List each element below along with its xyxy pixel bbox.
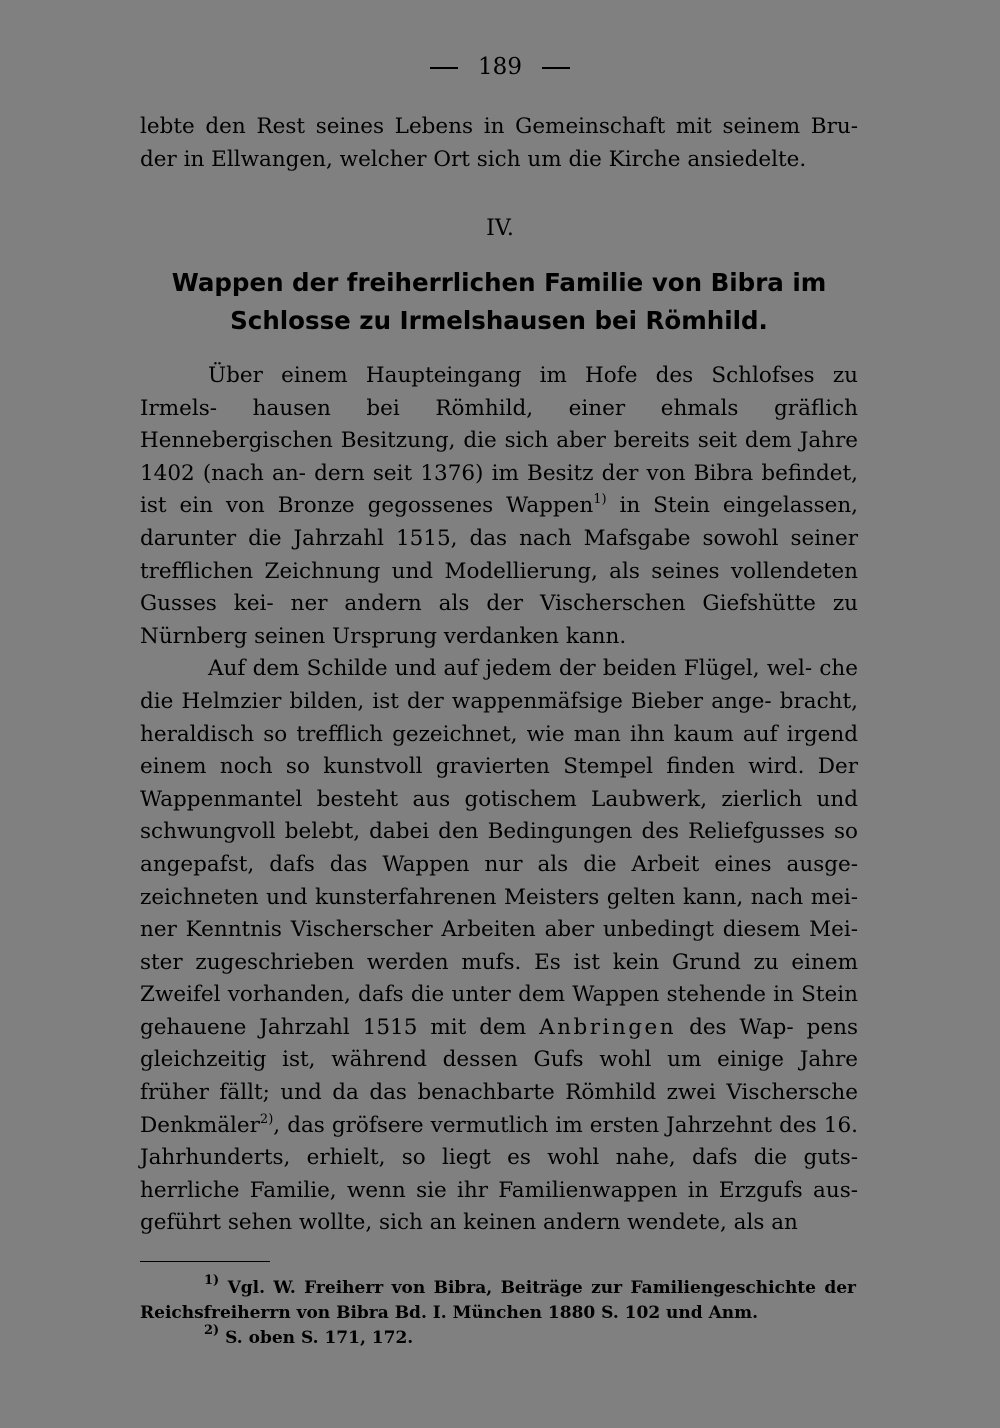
footnote-line: Reichsfreiherrn von Bibra Bd. I. München 1880 S. 102 und Anm. [140,1303,759,1323]
paragraph-2 [140,653,858,1240]
main-text [140,360,858,1240]
text-line: irgend einem noch so kunstvoll gravierten Stempel finden wird. [140,721,858,780]
footnote-ref-1[interactable]: 1) [593,492,607,508]
text-line: 16. Jahrhunderts, erhielt, so liegt es wohl nahe, dafs die guts- [140,1112,858,1171]
text-line: Auf dem Schilde und auf jedem der beiden Flügel, wel- [208,656,813,682]
text-line: ster zugeschrieben werden mufs. Es ist kein Grund zu einem [140,949,858,975]
text-line: , das gröfsere vermutlich im ersten Jahrzehnt des [273,1112,817,1138]
text-line: Jahrzahl 1515, das nach Mafsgabe sowohl seiner trefflichen [140,525,858,584]
intro-paragraph [140,111,858,176]
text-line: in Stein eingelassen, darunter die [140,493,859,551]
text-line: Denkmäler [140,1112,260,1138]
text-line: des Wap- [689,1014,794,1040]
text-line: und schwungvoll belebt, dabei den Bedingungen des Reliefgusses [140,786,858,845]
text-line: zeichneten und kunsterfahrenen Meisters gelten kann, nach mei- [140,884,858,910]
footnote-ref-2[interactable]: 2) [259,1111,274,1127]
footnote-line: S. oben S. 171, 172. [225,1328,414,1348]
text-line: Über einem Haupteingang im Hofe des Schlofses zu Irmels- [140,363,858,421]
text-line: Zeichnung und Modellierung, als seines vollendeten Gusses kei- [140,558,858,617]
text-line: Zweifel vorhanden, dafs die unter dem Wappen stehende in [140,982,794,1008]
text-line: Ursprung verdanken kann. [332,623,627,649]
page-number [0,50,1000,84]
intro-text [140,111,858,176]
text-line: che die Helmzier bilden, ist der wappenmäfsige Bieber ange- [140,656,858,714]
footnote-2 [140,1323,856,1351]
paragraph-1 [140,360,858,653]
text-line: dern seit 1376) im Besitz der von Bibra befindet, ist ein von [140,460,858,519]
section-number: IV. [486,216,514,241]
text-line: bracht, heraldisch so trefflich gezeichnet, wie man ihn kaum auf [140,688,858,747]
text-line: pens gleichzeitig ist, während dessen Gufs wohl um einige Jahre [140,1014,858,1073]
text-line: Der Wappenmantel besteht aus gotischem Laubwerk, zierlich [140,754,858,812]
heading-line: Wappen der freiherrlichen Familie von Bibra im [171,268,827,297]
footnote-mark: 1) [204,1273,220,1288]
text-line: hausen bei Römhild, einer ehmals gräflich Hennebergischen [140,395,858,454]
heading-line: Schlosse zu Irmelshausen bei Römhild. [230,306,768,335]
page-number-text: 189 [478,54,522,80]
footnote-mark: 2) [204,1323,220,1338]
footnotes [140,1273,857,1351]
emphasized-word: Anbringen [539,1014,677,1040]
footnote-divider [140,1261,270,1262]
footnote-1 [140,1273,857,1326]
footnote-line: Vgl. W. Freiherr von Bibra, Beiträge zur Familiengeschichte der [227,1278,857,1298]
section-heading [140,264,858,340]
text-line: ner andern als der Vischerschen Giefshütte zu Nürnberg seinen [140,591,858,649]
text-line: lebte den Rest seines Lebens in Gemeinschaft mit seinem Bru- [140,114,858,139]
text-line: Stein gehauene Jahrzahl 1515 mit dem [140,982,858,1040]
text-line: Besitzung, die sich aber bereits seit dem Jahre 1402 (nach an- [140,428,858,486]
dash-left [430,67,458,69]
text-line: herrliche Familie, wenn sie ihr Familienwappen in Erzgufs aus- [140,1177,858,1203]
text-line: der in Ellwangen, welcher Ort sich um die Kirche ansiedelte. [140,146,807,172]
dash-right [542,67,570,69]
text-line: so angepafst, dafs das Wappen nur als die Arbeit eines ausge- [140,819,858,877]
text-line: früher fällt; und da das benachbarte Römhild zwei Vischersche [140,1080,858,1106]
text-line: geführt sehen wollte, sich an keinen andern wendete, als an [140,1210,798,1236]
text-line: Bronze gegossenes Wappen [277,493,594,519]
text-line: ner Kenntnis Vischerscher Arbeiten aber unbedingt diesem Mei- [140,917,858,943]
